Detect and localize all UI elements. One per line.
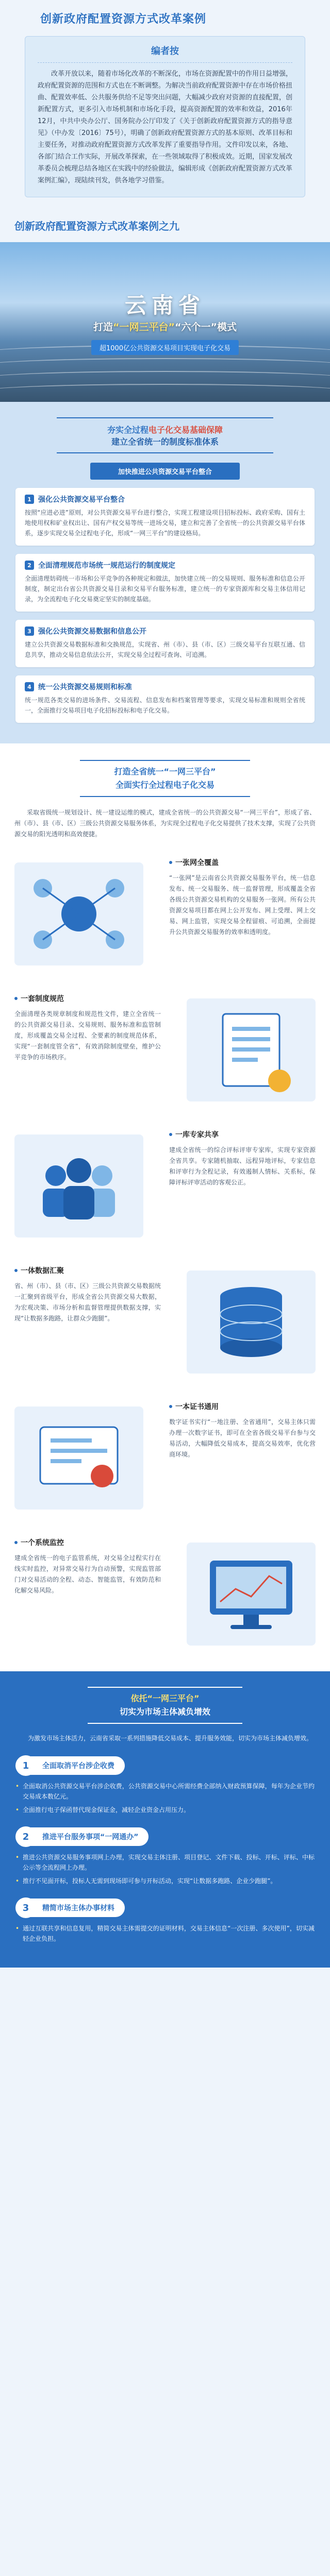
feature-text: 全面清理各类规章制度和规范性文件，建立全省统一的公共资源交易目录、交易规则、服务标准和监管制度，形成覆盖交易全过程、全要素的制度规范体系，实现“一套制度管全省”，有效消除制度壁垒，维护公平竞争的市场秩序。: [14, 1010, 161, 1061]
certificate-illustration: [14, 1406, 143, 1510]
card-title: 强化公共资源交易平台整合: [38, 496, 125, 504]
data-illustration: [187, 1270, 316, 1374]
feature-block: [14, 1401, 316, 1520]
document-illustration: [187, 998, 316, 1101]
network-icon: [14, 862, 143, 965]
measure-card: [15, 488, 315, 546]
section-platform: [0, 743, 330, 1671]
certificate-icon: [14, 1406, 143, 1510]
ribbon-line1: 依托“一网三平台”: [130, 1693, 200, 1703]
bar-label: 推进平台服务事项“一网通办”: [30, 1827, 148, 1846]
card-text: 统一规范各类交易的进场条件、交易流程、信息发布和档案管理等要求，实现交易标准和规则全省统一，全面推行交易项目电子化招标投标和电子化交易。: [25, 697, 305, 714]
monitor-icon: [187, 1543, 316, 1646]
bullet-icon: [14, 1269, 18, 1272]
section-foundation: [0, 402, 330, 743]
feature-title: 一个系统监控: [21, 1539, 64, 1547]
feature-title: 一本证书通用: [175, 1403, 219, 1411]
list-item: • 全面取消公共资源交易平台涉企收费，公共资源交易中心所需经费全部纳入财政预算保障，每年为企业节约交易成本数亿元。: [15, 1781, 315, 1802]
feature-block: [14, 993, 316, 1112]
feature-text: 省、州（市）、县（市、区）三级公共资源交易数据统一汇聚到省级平台，形成全省公共资源交易大数据，为宏观决策、市场分析和监督管理提供数据支撑，实现“让数据多跑路，让群众少跑腿”。: [14, 1282, 161, 1322]
hero-sub-post: 模式: [217, 321, 237, 333]
section-ribbon: [57, 417, 273, 453]
feature-title: 一库专家共享: [175, 1131, 219, 1139]
ribbon-line2: 建立全省统一的制度标准体系: [111, 437, 219, 447]
feature-text: 建成全省统一的电子监管系统，对交易全过程实行在线实时监控，对异常交易行为自动预警，实现监管部门对交易活动的全程、动态、智能监管，有效防范和化解交易风险。: [14, 1554, 161, 1594]
case-subtitle: 创新政府配置资源方式改革案例之九: [14, 220, 179, 232]
card-number: 4: [25, 682, 34, 691]
measure-bar: [15, 1897, 315, 1918]
list-item: • 通过互联共享和信息复用，精简交易主体需提交的证明材料，交易主体信息“一次注册、多次使用”，切实减轻企业负担。: [15, 1923, 315, 1944]
ribbon-line2: 切实为市场主体减负增效: [119, 1707, 210, 1717]
section-intro: 为激发市场主体活力，云南省采取一系列措施降低交易成本、提升服务效能，切实为市场主体减负增效。: [28, 1735, 313, 1742]
bullet-icon: [14, 997, 18, 1000]
card-title: 强化公共资源交易数据和信息公开: [38, 628, 146, 636]
bar-number: 2: [15, 1826, 36, 1847]
ribbon-line1-red: 电子化交易基础保障: [148, 425, 223, 435]
bullet-icon: [169, 1133, 172, 1136]
ribbon-line2: 全面实行全过程电子化交易: [115, 780, 214, 790]
editor-heading: 编者按: [38, 44, 292, 63]
list-item: • 推进公共资源交易服务事项网上办理，实现交易主体注册、项目登记、文件下载、投标、开标、评标、中标公示等全流程网上办理。: [15, 1852, 315, 1873]
bullet-list: [15, 1923, 315, 1944]
card-number: 3: [25, 626, 34, 636]
section-relief: [0, 1671, 330, 1968]
section-ribbon: [80, 760, 250, 797]
card-number: 2: [25, 561, 34, 570]
bullet-icon: [169, 861, 172, 864]
measure-card: [15, 620, 315, 667]
editor-paragraph: 改革开放以来，随着市场化改革的不断深化，市场在资源配置中的作用日益增强，政府配置资源的范围和方式也在不断调整。为解决当前政府配置资源中存在市场价格扭曲、配置效率低、公共服务供给不足等突出问题，大幅减少政府对资源的直接配置，创新配置方式，更多引入市场机制和市场化手段，提高资源配置的效率和效益，2016年12月，中共中央办公厅、国务院办公厅印发了《关于创新政府配置资源方式的指导意见》（中办发〔2016〕75号），明确了创新政府配置资源方式的基本原则、改革目标和主要任务，对推动政府配置资源方式改革发挥了重要指导作用。文件印发以来，各地、各部门结合工作实际，开展改革探索，在一些领域取得了积极成效。近期，国家发展改革委员会梳理总结各地区在实践中的经验做法，编辑形成《创新政府配置资源方式改革案例汇编》，现陆续刊发，供各地学习借鉴。: [38, 70, 293, 184]
hero-sub-pre: 打造: [93, 321, 113, 333]
feature-title: 一张网全覆盖: [175, 859, 219, 867]
hero-banner: [0, 242, 330, 402]
section-ribbon: [88, 1687, 242, 1724]
hero-sub-em1: “一网三平台”: [113, 321, 175, 333]
step-banner: 加快推进公共资源交易平台整合: [90, 463, 240, 480]
bar-number: 1: [15, 1755, 36, 1776]
card-text: 全面清理妨碍统一市场和公平竞争的各种规定和做法，加快建立统一的交易规则、服务标准和信息公开制度，制定出台省公共资源交易目录和交易平台服务标准，建立统一的专家资源库和交易主体信用记录，为全流程电子化交易奠定坚实的制度基础。: [25, 575, 305, 603]
ribbon-line1: 打造全省统一“一网三平台”: [114, 767, 216, 776]
bullet-icon: [14, 1541, 18, 1544]
measure-card: [15, 675, 315, 723]
measure-card: [15, 554, 315, 612]
hero-subtitle: [0, 319, 330, 333]
network-illustration: [14, 862, 143, 965]
hero-sub-mid: “六个一”: [175, 321, 217, 333]
bullet-list: [15, 1781, 315, 1815]
feature-block: [14, 1537, 316, 1656]
feature-text: “一张网”是云南省公共资源交易服务平台，统一信息发布、统一交易服务、统一监督管理，形成覆盖全省各级公共资源交易机构的交易服务一张网。所有公共资源交易项目都在网上公开发布、网上受理、网上交易、网上监管，实现交易全程留痕、可追溯，全面提升公共资源交易服务的效率和透明度。: [169, 874, 316, 936]
hero-badge: 超1000亿公共资源交易项目实现电子化交易: [91, 340, 239, 355]
section-intro: 采取省级统一规划设计、统一建设运维的模式，建成全省统一的公共资源交易“一网三平台”，形成了省、州（市）、县（市、区）三级公共资源交易服务体系，为实现全过程电子化交易提供了技术支撑，实现了公共资源交易的阳光透明和高效便捷。: [14, 809, 316, 838]
ribbon-line1-pre: 夯实全过程: [107, 425, 148, 435]
bar-label: 精简市场主体办事材料: [30, 1899, 125, 1917]
feature-text: 建成全省统一的综合评标评审专家库，实现专家资源全省共享。专家随机抽取、远程异地评标，专家信息和评审行为全程记录，有效遏制人情标、关系标，保障评标评审活动的客观公正。: [169, 1146, 316, 1186]
people-icon: [14, 1134, 143, 1238]
bullet-icon: [169, 1405, 172, 1408]
feature-text: 数字证书实行“一地注册、全省通用”，交易主体只需办理一次数字证书，即可在全省各级交易平台参与交易活动，大幅降低交易成本，提高交易效率，优化营商环境。: [169, 1418, 316, 1458]
list-item: • 推行不见面开标，投标人无需到现场即可参与开标活动，实现“让数据多跑路、企业少跑腿”。: [15, 1876, 315, 1886]
measure-bar: [15, 1826, 315, 1847]
document-stack-icon: [187, 998, 316, 1101]
terrace-decoration: [0, 384, 330, 399]
bar-number: 3: [15, 1897, 36, 1918]
feature-block: [14, 1129, 316, 1248]
database-icon: [187, 1270, 316, 1374]
monitor-illustration: [187, 1543, 316, 1646]
feature-block: [14, 1265, 316, 1384]
hero-title: 云南省: [124, 293, 205, 318]
card-title: 全面清理规范市场统一规范运行的制度规定: [38, 562, 175, 570]
feature-block: [14, 857, 316, 976]
measure-bar: [15, 1755, 315, 1776]
card-text: 按照“应进必进”原则，对公共资源交易平台进行整合，实现工程建设项目招标投标、政府采购、国有土地使用权和矿业权出让、国有产权交易等统一进场交易，建立和完善了全省统一的公共资源交易平台体系，逐步实现交易全过程电子化，形成“一网三平台”的建设格局。: [25, 509, 305, 537]
card-text: 建立公共资源交易数据标准和交换规范，实现省、州（市）、县（市、区）三级交易平台互联互通、信息共享，推动交易信息依法公开，实现交易全过程可查询、可追溯。: [25, 641, 305, 658]
feature-title: 一体数据汇聚: [21, 1267, 64, 1275]
bullet-list: [15, 1852, 315, 1886]
page-title: 创新政府配置资源方式改革案例: [40, 12, 207, 26]
card-title: 统一公共资源交易规则和标准: [38, 683, 132, 691]
feature-title: 一套制度规范: [21, 995, 64, 1003]
list-item: • 全面推行电子保函替代现金保证金，减轻企业资金占用压力。: [15, 1805, 315, 1815]
bar-label: 全面取消平台涉企收费: [30, 1756, 125, 1775]
card-number: 1: [25, 495, 34, 504]
experts-illustration: [14, 1134, 143, 1238]
editor-note: [25, 36, 305, 197]
